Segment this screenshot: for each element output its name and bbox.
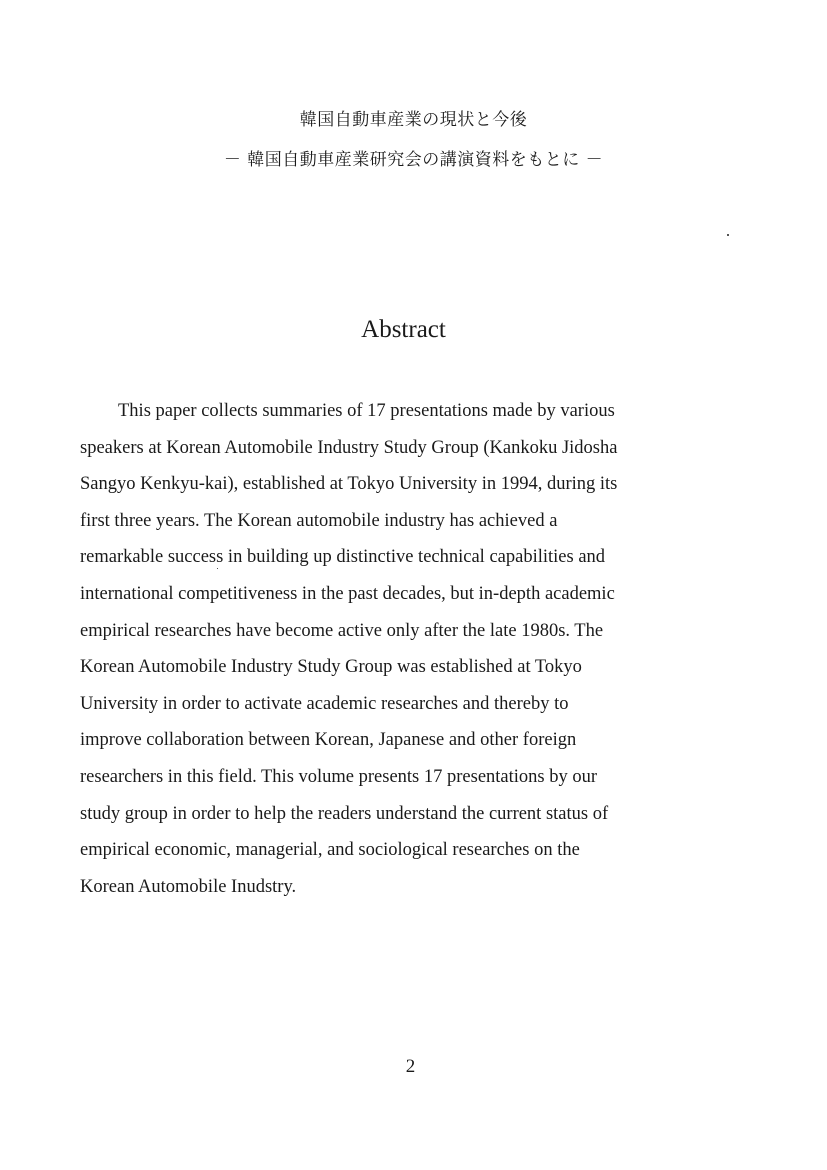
abstract-line: remarkable success in building up distinctive technical capabilities and [80,547,606,568]
abstract-line: researchers in this field. This volume presents 17 presentations by our [80,766,598,787]
abstract-line: study group in order to help the readers understand the current status of [80,803,609,824]
scan-speck [727,234,729,236]
abstract-line: first three years. The Korean automobile industry has achieved a [80,510,558,531]
abstract-line: Sangyo Kenkyu-kai), established at Tokyo University in 1994, during its [80,474,618,495]
abstract-line: empirical economic, managerial, and sociological researches on the [80,840,580,861]
japanese-subtitle: － 韓国自動車産業研究会の講演資料をもとに － [223,150,604,170]
abstract-line: Korean Automobile Inudstry. [80,876,297,897]
abstract-line: This paper collects summaries of 17 presentations made by various [118,401,615,421]
abstract-heading: Abstract [361,316,446,343]
scan-speck [217,568,218,569]
abstract-line: speakers at Korean Automobile Industry Study Group (Kankoku Jidosha [80,437,618,458]
japanese-title: 韓国自動車産業の現状と今後 [299,110,528,130]
abstract-line: Korean Automobile Industry Study Group was established at Tokyo [80,657,582,678]
abstract-line: University in order to activate academic researches and thereby to [80,693,569,714]
abstract-line: international competitiveness in the past decades, but in-depth academic [80,583,615,604]
abstract-line: empirical researches have become active only after the late 1980s. The [80,620,604,641]
page-number: 2 [405,1056,416,1077]
abstract-body [80,393,740,905]
abstract-line: improve collaboration between Korean, Japanese and other foreign [80,730,577,751]
